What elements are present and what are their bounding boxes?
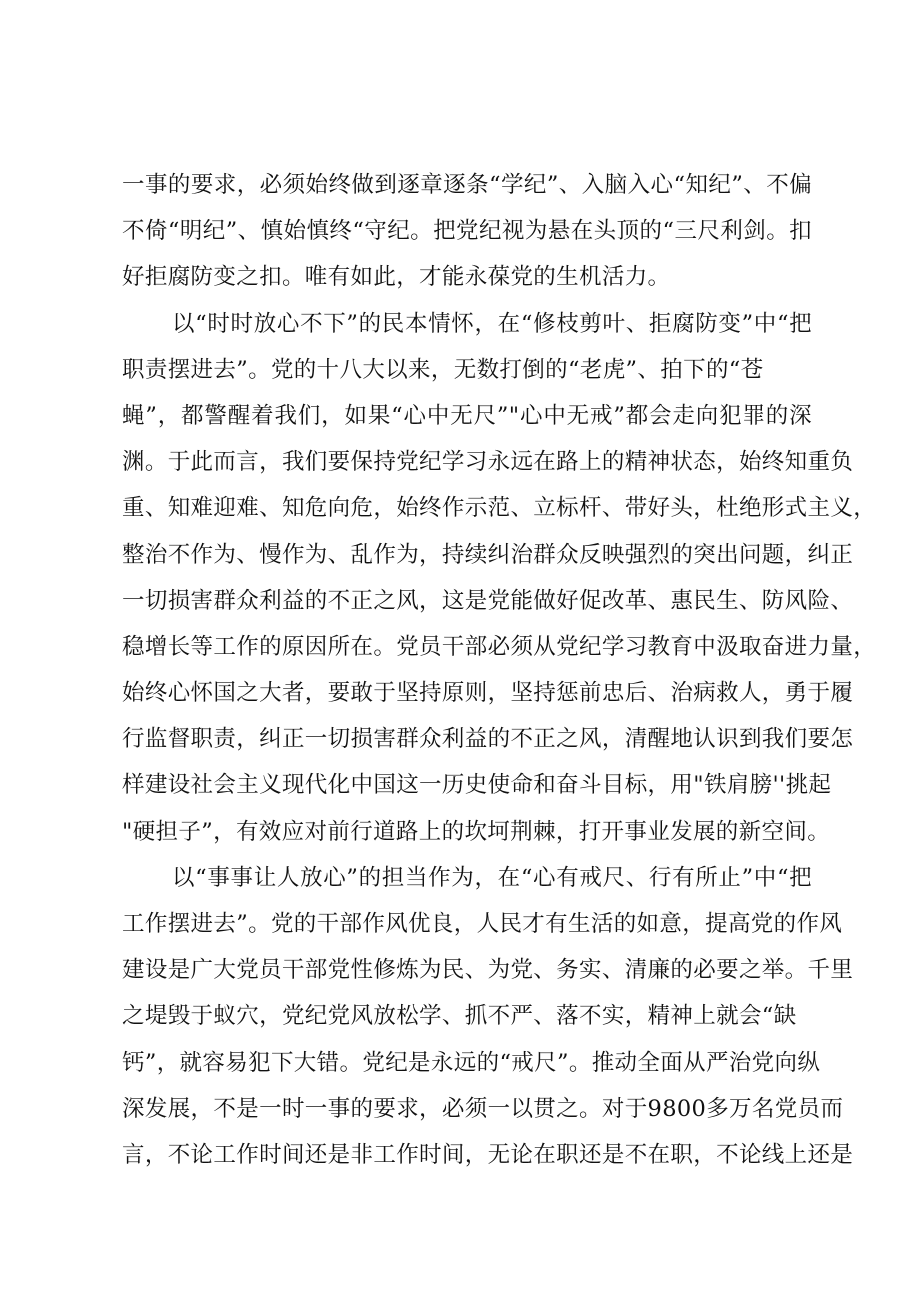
text-line-21: 深发展，不是一时一事的要求，必须一以贯之。对于9800多万名党员而	[122, 1095, 844, 1122]
text-line-11: 稳增长等工作的原因所在。党员干部必须从党纪学习教育中汲取奋进力量，	[122, 633, 877, 660]
text-line-5: 职责摆进去”。党的十八大以来，无数打倒的“老虎”、拍下的“苍	[122, 356, 764, 383]
text-line-22: 言，不论工作时间还是非工作时间，无论在职还是不在职，不论线上还是	[122, 1141, 854, 1168]
text-line-17: 工作摆进去”。党的干部作风优良，人民才有生活的如意，提高党的作风	[122, 911, 843, 937]
text-line-10: 一切损害群众利益的不正之风，这是党能做好促改革、惠民生、防风险、	[122, 587, 854, 614]
document-body	[122, 162, 877, 1178]
text-line-16: 以“事事让人放心”的担当作为，在“心有戒尺、行有所止”中“把	[172, 864, 812, 891]
text-line-14: 样建设社会主义现代化中国这一历史使命和奋斗目标，用"铁肩膀''挑起	[122, 772, 832, 799]
text-line-2: 不倚“明纪”、慎始慎终“守纪。把党纪视为悬在头顶的“三尺利剑。扣	[122, 218, 812, 245]
text-line-1: 一事的要求，必须始终做到逐章逐条“学纪”、入脑入心“知纪”、不偏	[122, 172, 812, 198]
text-line-20: 钙”，就容易犯下大错。党纪是永远的“戒尺”。推动全面从严治党向纵	[122, 1049, 821, 1076]
text-line-13: 行监督职责，纠正一切损害群众利益的不正之风，清醒地认识到我们要怎	[122, 726, 854, 753]
text-line-18: 建设是广大党员干部党性修炼为民、为党、务实、清廉的必要之举。千里	[122, 957, 854, 984]
text-line-9: 整治不作为、慢作为、乱作为，持续纠治群众反映强烈的突出问题，纠正	[122, 541, 854, 568]
text-line-19: 之堤毁于蚁穴，党纪党风放松学、抓不严、落不实，精神上就会“缺	[122, 1003, 797, 1030]
text-line-4: 以“时时放心不下”的民本情怀，在“修枝剪叶、拒腐防变”中“把	[172, 310, 812, 337]
text-line-8: 重、知难迎难、知危向危，始终作示范、立标杆、带好头，杜绝形式主义，	[122, 495, 877, 522]
text-line-7: 渊。于此而言，我们要保持党纪学习永远在路上的精神状态，始终知重负	[122, 449, 854, 476]
text-line-12: 始终心怀国之大者，要敢于坚持原则，坚持惩前忠后、治病救人，勇于履	[122, 680, 854, 707]
text-line-3: 好拒腐防变之扣。唯有如此，才能永葆党的生机活力。	[122, 264, 671, 291]
text-line-15: "硬担子”，有效应对前行道路上的坎坷荆棘，打开事业发展的新空间。	[122, 818, 831, 845]
text-line-6: 蝇”，都警醒着我们，如果“心中无尺”"心中无戒”都会走向犯罪的深	[122, 402, 812, 429]
